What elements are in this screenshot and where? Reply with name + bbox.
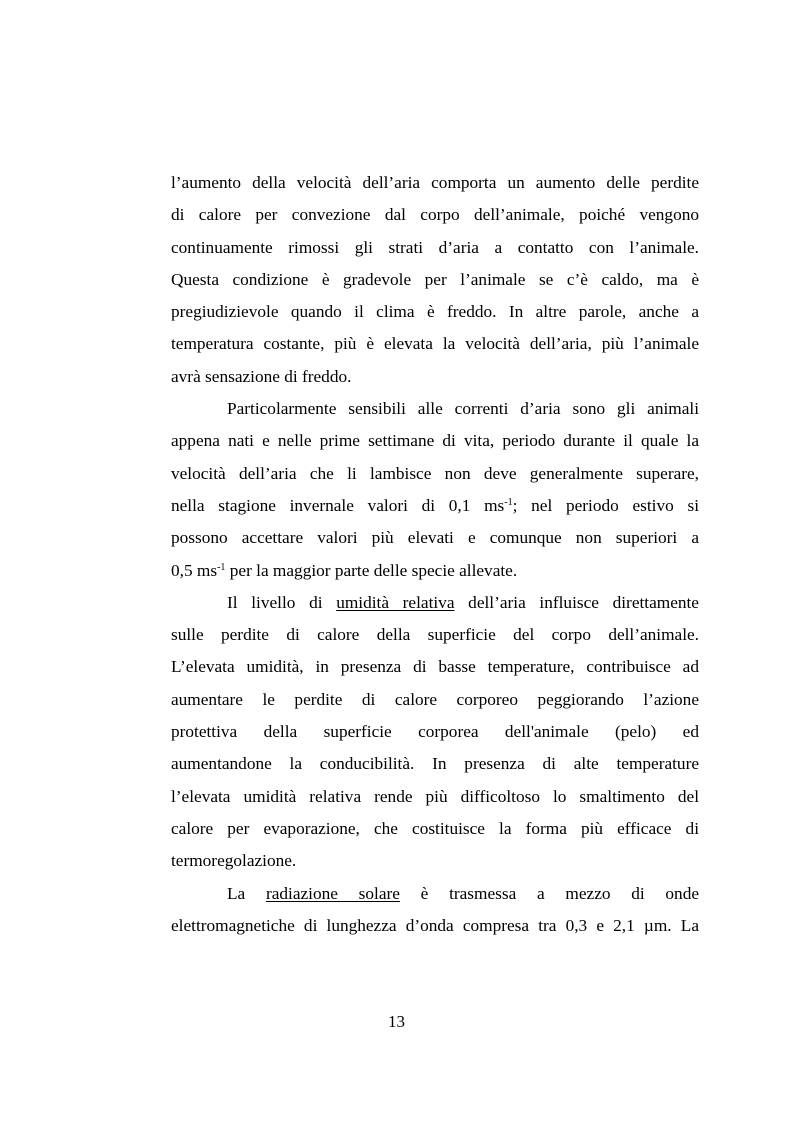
text-segment: dell’aria influisce direttamente <box>454 592 699 612</box>
text-line: elettromagnetiche di lunghezza d’onda compresa tra 0,3 e 2,1 µm. La <box>171 915 699 935</box>
text-line: di calore per convezione dal corpo dell’animale, poiché vengono <box>171 205 699 225</box>
text-segment: è trasmessa a mezzo di onde <box>399 883 699 903</box>
text-segment: 0,5 ms <box>171 560 218 580</box>
text-line: l’elevata umidità relativa rende più difficoltoso lo smaltimento del <box>171 786 699 806</box>
text-segment: ; nel periodo estivo si <box>512 495 699 515</box>
page-number: 13 <box>388 1012 405 1031</box>
text-line: appena nati e nelle prime settimane di vita, periodo durante il quale la <box>171 431 699 451</box>
text-line: avrà sensazione di freddo. <box>171 366 352 386</box>
body-text <box>171 167 699 942</box>
text-segment: La <box>227 883 266 903</box>
text-line: pregiudizievole quando il clima è freddo. In altre parole, anche a <box>171 302 699 322</box>
text-line: calore per evaporazione, che costituisce la forma più efficace di <box>171 818 699 838</box>
text-line: possono accettare valori più elevati e comunque non superiori a <box>171 528 699 548</box>
text-line: continuamente rimossi gli strati d’aria a contatto con l’animale. <box>171 237 699 257</box>
superscript: -1 <box>217 561 226 573</box>
text-line-with-superscript <box>171 555 699 587</box>
text-line-with-term <box>171 587 699 619</box>
text-line: l’aumento della velocità dell’aria comporta un aumento delle perdite <box>171 173 699 192</box>
underlined-term: radiazione solare <box>265 883 400 903</box>
text-segment: Il livello di <box>227 592 337 612</box>
text-line: sulle perdite di calore della superficie del corpo dell’animale. <box>171 625 699 645</box>
text-line: aumentandone la conducibilità. In presenza di alte temperature <box>171 754 699 774</box>
text-line: temperatura costante, più è elevata la velocità dell’aria, più l’animale <box>171 334 699 354</box>
text-line: Particolarmente sensibili alle correnti d’aria sono gli animali <box>227 399 699 419</box>
text-line: termoregolazione. <box>171 851 297 871</box>
text-segment: per la maggior parte delle specie allevate. <box>225 560 518 580</box>
text-line: protettiva della superficie corporea dell'animale (pelo) ed <box>171 722 699 742</box>
underlined-term: umidità relativa <box>336 592 455 612</box>
superscript: -1 <box>504 496 513 508</box>
text-line-with-superscript <box>171 490 699 522</box>
text-line: velocità dell’aria che li lambisce non deve generalmente superare, <box>171 463 699 483</box>
text-segment: nella stagione invernale valori di 0,1 ms <box>171 495 505 515</box>
text-line-with-term <box>171 878 699 910</box>
text-line: L’elevata umidità, in presenza di basse temperature, contribuisce ad <box>171 657 699 677</box>
text-line: Questa condizione è gradevole per l’animale se c’è caldo, ma è <box>171 269 699 289</box>
text-line: aumentare le perdite di calore corporeo peggiorando l’azione <box>171 689 699 709</box>
